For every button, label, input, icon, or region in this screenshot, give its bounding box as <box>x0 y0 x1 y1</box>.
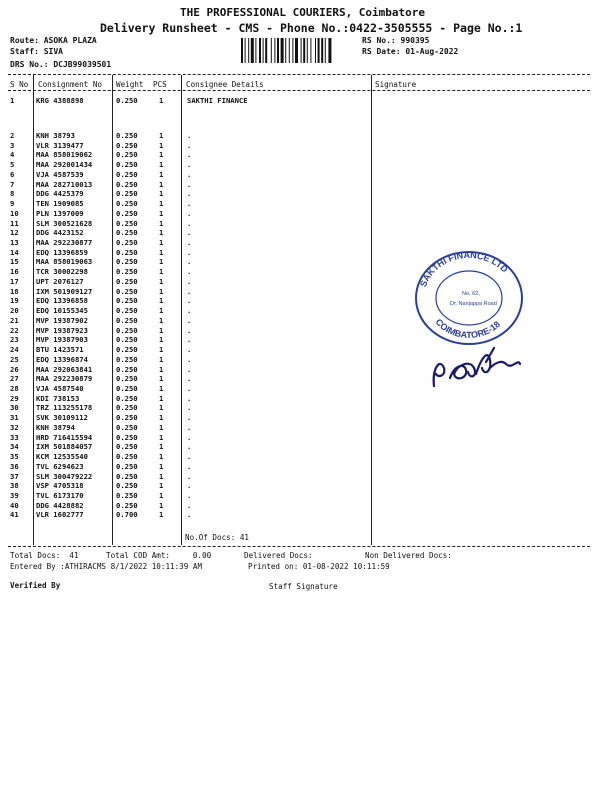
row-consignee-details: . <box>187 315 192 325</box>
row-consignment-no: UPT 2076127 <box>36 276 84 286</box>
row-weight: 0.250 <box>116 364 138 374</box>
rs-number: RS No.: 990395 <box>362 36 430 45</box>
barcode-bar <box>328 38 331 63</box>
row-consignment-no: MAA 292230877 <box>36 238 93 248</box>
row-consignment-no: MAA 292230879 <box>36 374 93 384</box>
drs-number: DRS No.: DCJB99039501 <box>10 60 112 69</box>
barcode-bar <box>321 38 323 63</box>
row-consignment-no: MAA 858019063 <box>36 257 93 267</box>
row-pcs: 1 <box>159 140 164 150</box>
row-sno: 31 <box>10 413 19 423</box>
row-sno: 33 <box>10 432 19 442</box>
printed-on: Printed on: 01-08-2022 10:11:59 <box>248 562 390 571</box>
row-consignee-details: . <box>187 140 192 150</box>
svg-text:COIMBATORE-18 <box>433 317 502 340</box>
row-consignment-no: PLN 1397009 <box>36 208 84 218</box>
row-pcs: 1 <box>159 422 164 432</box>
col-header-signature: Signature <box>375 80 417 89</box>
row-sno: 10 <box>10 208 19 218</box>
row-consignee-details: . <box>187 238 192 248</box>
barcode-bar <box>310 38 311 63</box>
row-pcs: 1 <box>159 345 164 355</box>
table-row <box>0 510 600 520</box>
col-header-pcs: PCS <box>153 80 167 89</box>
row-weight: 0.250 <box>116 140 138 150</box>
row-consignee-details: . <box>187 199 192 209</box>
row-consignee-details: . <box>187 481 192 491</box>
row-weight: 0.250 <box>116 296 138 306</box>
row-consignee-details: . <box>187 218 192 228</box>
row-pcs: 1 <box>159 276 164 286</box>
row-weight: 0.250 <box>116 267 138 277</box>
row-sno: 30 <box>10 403 19 413</box>
table-row <box>0 209 600 219</box>
row-sno: 26 <box>10 364 19 374</box>
row-weight: 0.250 <box>116 452 138 462</box>
row-sno: 37 <box>10 471 19 481</box>
row-pcs: 1 <box>159 228 164 238</box>
row-weight: 0.250 <box>116 189 138 199</box>
row-weight: 0.250 <box>116 403 138 413</box>
row-consignee-details: . <box>187 354 192 364</box>
barcode-bar <box>285 38 286 63</box>
row-pcs: 1 <box>159 481 164 491</box>
row-sno: 12 <box>10 228 19 238</box>
row-pcs: 1 <box>159 160 164 170</box>
row-pcs: 1 <box>159 393 164 403</box>
row-sno: 32 <box>10 422 19 432</box>
row-sno: 4 <box>10 150 15 160</box>
row-pcs: 1 <box>159 189 164 199</box>
row-consignee-details: . <box>187 374 192 384</box>
table-bottom-rule <box>8 546 590 547</box>
table-row <box>0 501 600 511</box>
row-sno: 22 <box>10 325 19 335</box>
row-sno: 38 <box>10 481 19 491</box>
row-sno: 17 <box>10 276 19 286</box>
row-weight: 0.250 <box>116 306 138 316</box>
row-pcs: 1 <box>159 257 164 267</box>
row-sno: 27 <box>10 374 19 384</box>
row-sno: 24 <box>10 345 19 355</box>
row-pcs: 1 <box>159 131 164 140</box>
table-row <box>0 452 600 462</box>
row-pcs: 1 <box>159 364 164 374</box>
stamp-line2: Dr. Nanjappa Road <box>450 301 497 307</box>
row-weight: 0.250 <box>116 257 138 267</box>
barcode-image <box>241 38 355 63</box>
barcode-bar <box>271 38 272 63</box>
row-sno: 1 <box>10 96 15 105</box>
row-weight: 0.250 <box>116 169 138 179</box>
row-consignment-no: TEN 1909085 <box>36 199 84 209</box>
barcode-bar <box>303 38 305 63</box>
barcode-bar <box>301 38 302 63</box>
row-consignee-details: . <box>187 179 192 189</box>
row-sno: 11 <box>10 218 19 228</box>
row-pcs: 1 <box>159 208 164 218</box>
table-row <box>0 433 600 443</box>
company-title: THE PROFESSIONAL COURIERS, Coimbatore <box>180 6 426 19</box>
row-weight: 0.250 <box>116 208 138 218</box>
row-consignee-details: . <box>187 286 192 296</box>
row-consignment-no: TRZ 113255178 <box>36 403 93 413</box>
table-row <box>0 491 600 501</box>
row-pcs: 1 <box>159 510 164 520</box>
row-weight: 0.250 <box>116 286 138 296</box>
row-consignee-details: . <box>187 383 192 393</box>
col-header-consignee: Consignee Details <box>186 80 264 89</box>
row-consignment-no: SVK 30109112 <box>36 413 88 423</box>
row-consignee-details: . <box>187 491 192 500</box>
row-weight: 0.250 <box>116 345 138 355</box>
row-weight: 0.250 <box>116 413 138 423</box>
table-row <box>0 219 600 229</box>
row-consignment-no: MAA 282710013 <box>36 179 93 189</box>
barcode-bar <box>289 38 290 63</box>
row-weight: 0.250 <box>116 374 138 384</box>
row-consignment-no: DDG 4423152 <box>36 228 84 238</box>
row-consignee-details: . <box>187 131 192 140</box>
table-row <box>0 228 600 238</box>
row-sno: 9 <box>10 199 15 209</box>
row-consignment-no: MAA 292063841 <box>36 364 93 374</box>
row-pcs: 1 <box>159 286 164 296</box>
row-pcs: 1 <box>159 218 164 228</box>
col-header-weight: Weight <box>116 80 144 89</box>
row-consignment-no: MVP 19387902 <box>36 315 88 325</box>
row-consignment-no: MVP 19387923 <box>36 325 88 335</box>
row-sno: 14 <box>10 247 19 257</box>
non-delivered-docs: Non Delivered Docs: <box>365 551 452 560</box>
row-consignee-details: . <box>187 325 192 335</box>
table-row <box>0 413 600 423</box>
row-consignment-no: VLR 3139477 <box>36 140 84 150</box>
row-pcs: 1 <box>159 500 164 510</box>
row-consignment-no: VJA 4587540 <box>36 383 84 393</box>
staff-label: Staff: SIVA <box>10 47 63 56</box>
row-pcs: 1 <box>159 296 164 306</box>
row-pcs: 1 <box>159 96 164 105</box>
row-sno: 18 <box>10 286 19 296</box>
table-row <box>0 96 600 106</box>
stamp-bottom-text: COIMBATORE-18 <box>433 316 503 341</box>
row-weight: 0.250 <box>116 393 138 403</box>
row-sno: 25 <box>10 354 19 364</box>
row-consignment-no: IXM 501884057 <box>36 442 93 452</box>
row-consignee-details: . <box>187 160 192 170</box>
table-row <box>0 170 600 180</box>
table-row <box>0 442 600 452</box>
row-consignee-details: . <box>187 306 192 316</box>
row-consignee-details: . <box>187 393 192 403</box>
barcode-bar <box>277 38 279 63</box>
row-sno: 21 <box>10 315 19 325</box>
stamp-top-text: SAKTHI FINANCE LTD <box>418 249 510 289</box>
row-weight: 0.250 <box>116 218 138 228</box>
row-consignment-no: EDQ 13396859 <box>36 247 88 257</box>
row-consignee-details: . <box>187 150 192 160</box>
row-pcs: 1 <box>159 461 164 471</box>
total-cod-amount: Total COD Amt: 0.00 <box>106 551 212 560</box>
row-consignment-no: EDQ 13396858 <box>36 296 88 306</box>
row-consignment-no: VSP 4705318 <box>36 481 84 491</box>
row-consignee-details: . <box>187 403 192 413</box>
row-pcs: 1 <box>159 403 164 413</box>
row-consignee-details: . <box>187 422 192 432</box>
route-label: Route: ASOKA PLAZA <box>10 36 97 45</box>
row-consignment-no: DDG 4425379 <box>36 189 84 199</box>
row-consignment-no: VLR 1602777 <box>36 510 84 520</box>
row-weight: 0.250 <box>116 461 138 471</box>
barcode-bar <box>255 38 256 63</box>
row-sno: 41 <box>10 510 19 520</box>
row-sno: 5 <box>10 160 15 170</box>
row-sno: 40 <box>10 500 19 510</box>
barcode-bar <box>295 38 298 63</box>
row-consignee-details: . <box>187 461 192 471</box>
row-weight: 0.250 <box>116 228 138 238</box>
row-consignment-no: SLM 300479222 <box>36 471 93 481</box>
row-consignee-details: . <box>187 335 192 345</box>
row-consignment-no: TVL 6294623 <box>36 461 84 471</box>
table-row <box>0 150 600 160</box>
row-weight: 0.700 <box>116 510 138 520</box>
row-consignment-no: EDQ 10155345 <box>36 306 88 316</box>
row-consignment-no: EDQ 13396874 <box>36 354 88 364</box>
row-sno: 13 <box>10 238 19 248</box>
row-consignee-details: . <box>187 169 192 179</box>
row-weight: 0.250 <box>116 179 138 189</box>
barcode-bar <box>259 38 261 63</box>
row-pcs: 1 <box>159 315 164 325</box>
row-pcs: 1 <box>159 452 164 462</box>
row-sno: 28 <box>10 383 19 393</box>
row-consignee-details: . <box>187 500 192 510</box>
row-weight: 0.250 <box>116 199 138 209</box>
row-consignment-no: KCM 12535540 <box>36 452 88 462</box>
row-sno: 29 <box>10 393 19 403</box>
row-sno: 19 <box>10 296 19 306</box>
row-weight: 0.250 <box>116 491 138 500</box>
row-pcs: 1 <box>159 432 164 442</box>
row-consignment-no: BTU 1423571 <box>36 345 84 355</box>
row-consignee-details: . <box>187 267 192 277</box>
barcode-bar <box>251 38 254 63</box>
barcode-bar <box>292 38 293 63</box>
row-consignment-no: MVP 19387903 <box>36 335 88 345</box>
row-weight: 0.250 <box>116 315 138 325</box>
row-pcs: 1 <box>159 442 164 452</box>
row-weight: 0.250 <box>116 131 138 140</box>
barcode-bar <box>245 38 246 63</box>
company-seal-stamp <box>410 248 528 348</box>
row-pcs: 1 <box>159 354 164 364</box>
row-sno: 3 <box>10 140 15 150</box>
row-sno: 36 <box>10 461 19 471</box>
row-sno: 16 <box>10 267 19 277</box>
row-weight: 0.250 <box>116 354 138 364</box>
table-header-rule <box>8 90 590 91</box>
table-row <box>0 199 600 209</box>
row-sno: 15 <box>10 257 19 267</box>
row-pcs: 1 <box>159 169 164 179</box>
row-pcs: 1 <box>159 471 164 481</box>
row-pcs: 1 <box>159 491 164 500</box>
staff-signature: Staff Signature <box>269 582 338 591</box>
barcode-bar <box>318 38 320 63</box>
row-consignment-no: TCR 30002298 <box>36 267 88 277</box>
table-row <box>0 189 600 199</box>
row-consignment-no: IXM 501909127 <box>36 286 93 296</box>
row-pcs: 1 <box>159 374 164 384</box>
row-sno: 8 <box>10 189 15 199</box>
stamp-line1: No. 62, <box>462 291 480 297</box>
no-of-docs: No.Of Docs: 41 <box>185 533 250 542</box>
table-row <box>0 472 600 482</box>
row-pcs: 1 <box>159 247 164 257</box>
row-consignment-no: TVL 6173170 <box>36 491 84 500</box>
col-header-sno: S No <box>10 80 29 89</box>
barcode-bar <box>248 38 249 63</box>
barcode-bar <box>241 38 243 63</box>
row-weight: 0.250 <box>116 96 138 105</box>
row-weight: 0.250 <box>116 432 138 442</box>
table-row <box>0 462 600 472</box>
entered-by: Entered By :ATHIRACMS 8/1/2022 10:11:39 AM <box>10 562 203 571</box>
row-weight: 0.250 <box>116 422 138 432</box>
row-sno: 2 <box>10 131 15 140</box>
handwritten-signature <box>428 338 528 398</box>
row-consignee-details: . <box>187 296 192 306</box>
table-row <box>0 160 600 170</box>
row-pcs: 1 <box>159 150 164 160</box>
barcode-bar <box>263 38 264 63</box>
row-weight: 0.250 <box>116 276 138 286</box>
row-consignment-no: SLM 300521628 <box>36 218 93 228</box>
row-weight: 0.250 <box>116 471 138 481</box>
row-consignee-details: . <box>187 247 192 257</box>
row-consignment-no: VJA 4587539 <box>36 169 84 179</box>
row-sno: 34 <box>10 442 19 452</box>
row-weight: 0.250 <box>116 238 138 248</box>
row-consignment-no: KRG 4388898 <box>36 96 84 105</box>
row-consignment-no: KDI 738153 <box>36 393 80 403</box>
row-sno: 35 <box>10 452 19 462</box>
row-consignee-details: . <box>187 208 192 218</box>
row-consignee-details: . <box>187 364 192 374</box>
row-sno: 20 <box>10 306 19 316</box>
row-pcs: 1 <box>159 325 164 335</box>
row-weight: 0.250 <box>116 150 138 160</box>
row-consignee-details: . <box>187 442 192 452</box>
row-weight: 0.250 <box>116 442 138 452</box>
row-pcs: 1 <box>159 383 164 393</box>
barcode-bar <box>265 38 267 63</box>
row-consignment-no: KNH 38793 <box>36 131 75 140</box>
row-weight: 0.250 <box>116 335 138 345</box>
row-sno: 23 <box>10 335 19 345</box>
table-row <box>0 403 600 413</box>
row-consignment-no: HRD 716415594 <box>36 432 93 442</box>
row-weight: 0.250 <box>116 383 138 393</box>
verified-by: Verified By <box>10 581 61 590</box>
row-consignment-no: MAA 292001434 <box>36 160 93 170</box>
barcode-bar <box>281 38 284 63</box>
row-consignee-details: . <box>187 228 192 238</box>
row-consignee-details: . <box>187 452 192 462</box>
row-consignee-details: . <box>187 471 192 481</box>
row-sno: 7 <box>10 179 15 189</box>
row-consignment-no: DDG 4428882 <box>36 500 84 510</box>
row-consignee-details: . <box>187 413 192 423</box>
row-pcs: 1 <box>159 179 164 189</box>
barcode-bar <box>325 38 326 63</box>
table-row <box>0 131 600 141</box>
row-consignee-details: . <box>187 189 192 199</box>
table-row <box>0 481 600 491</box>
row-pcs: 1 <box>159 267 164 277</box>
row-sno: 39 <box>10 491 19 500</box>
row-pcs: 1 <box>159 238 164 248</box>
row-weight: 0.250 <box>116 247 138 257</box>
total-docs: Total Docs: 41 <box>10 551 79 560</box>
table-row <box>0 238 600 248</box>
table-row <box>0 423 600 433</box>
row-pcs: 1 <box>159 335 164 345</box>
row-consignee-details: SAKTHI FINANCE <box>187 96 248 105</box>
row-consignment-no: KNH 38794 <box>36 422 75 432</box>
row-weight: 0.250 <box>116 481 138 491</box>
table-top-rule <box>8 74 590 75</box>
row-weight: 0.250 <box>116 160 138 170</box>
barcode-bar <box>307 38 308 63</box>
row-consignment-no: MAA 858019062 <box>36 150 93 160</box>
rs-date: RS Date: 01-Aug-2022 <box>362 47 459 56</box>
row-consignee-details: . <box>187 345 192 355</box>
delivered-docs: Delivered Docs: <box>244 551 313 560</box>
row-consignee-details: . <box>187 257 192 267</box>
row-sno: 6 <box>10 169 15 179</box>
table-row <box>0 180 600 190</box>
row-weight: 0.250 <box>116 500 138 510</box>
row-consignee-details: . <box>187 510 192 520</box>
row-consignee-details: . <box>187 276 192 286</box>
col-header-consignment: Consignment No <box>38 80 103 89</box>
row-pcs: 1 <box>159 413 164 423</box>
runsheet-title: Delivery Runsheet - CMS - Phone No.:0422-3505555 - Page No.:1 <box>100 21 523 35</box>
barcode-bar <box>315 38 316 63</box>
row-weight: 0.250 <box>116 325 138 335</box>
row-consignee-details: . <box>187 432 192 442</box>
row-pcs: 1 <box>159 199 164 209</box>
row-pcs: 1 <box>159 306 164 316</box>
table-row <box>0 141 600 151</box>
barcode-bar <box>274 38 275 63</box>
